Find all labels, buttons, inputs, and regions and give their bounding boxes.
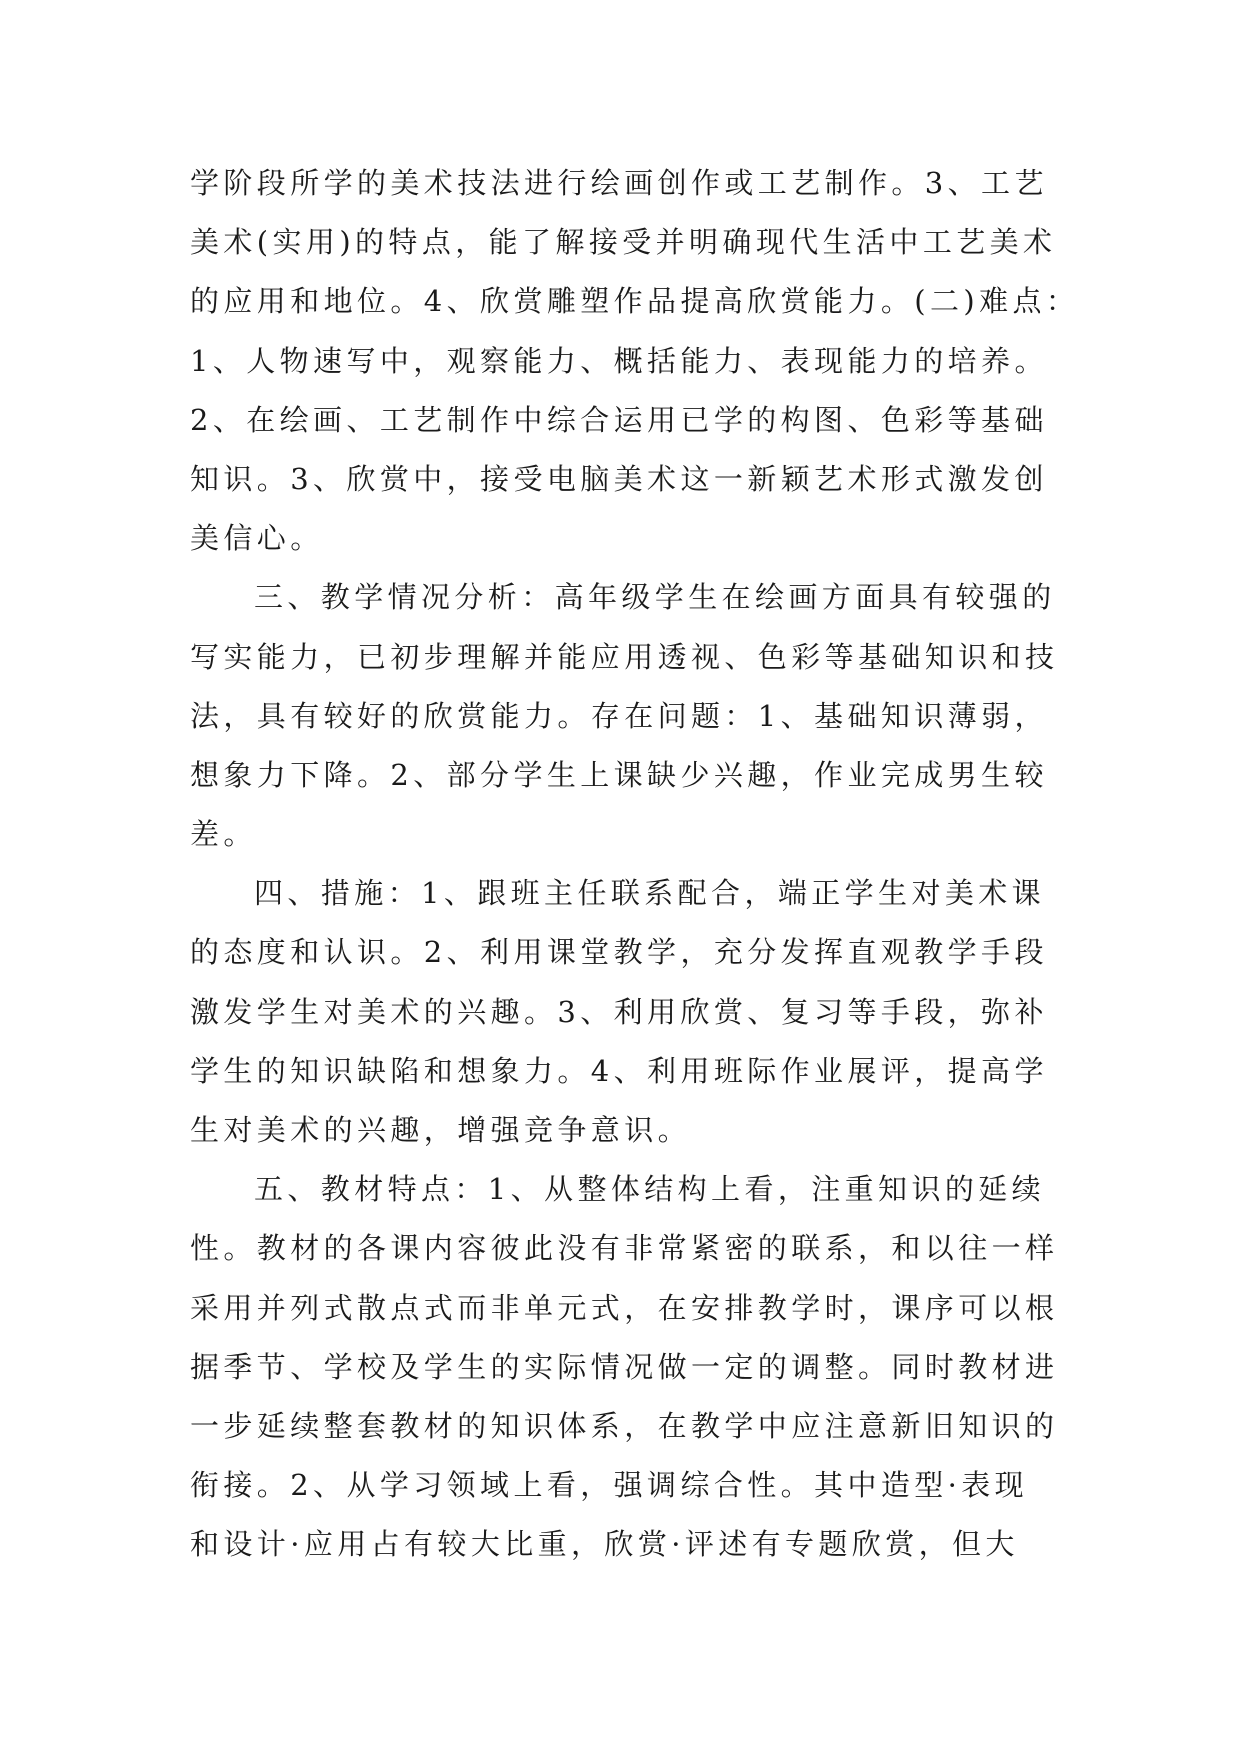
text-line: 的应用和地位。4、欣赏雕塑作品提高欣赏能力。(二)难点： (190, 284, 1080, 319)
text-line: 学阶段所学的美术技法进行绘画创作或工艺制作。3、工艺 (190, 166, 1048, 200)
text-line: 写实能力，已初步理解并能应用透视、色彩等基础知识和技 (190, 639, 1059, 674)
text-line: 学生的知识缺陷和想象力。4、利用班际作业展评，提高学 (190, 1053, 1048, 1088)
text-line: 激发学生对美术的兴趣。3、利用欣赏、复习等手段，弥补 (190, 994, 1048, 1029)
text-line: 知识。3、欣赏中，接受电脑美术这一新颖艺术形式激发创 (190, 461, 1048, 496)
text-line: 差。 (190, 817, 257, 852)
document-page (190, 154, 1080, 1575)
paragraph-heading-5: 五、教材特点：1、从整体结构上看，注重知识的延续 (254, 1172, 1046, 1207)
paragraph-heading-3: 三、教学情况分析：高年级学生在绘画方面具有较强的 (254, 580, 1056, 615)
text-line: 的态度和认识。2、利用课堂教学，充分发挥直观教学手段 (190, 935, 1048, 970)
text-line: 衔接。2、从学习领域上看，强调综合性。其中造型·表现 (190, 1468, 1029, 1503)
text-line: 美信心。 (190, 521, 324, 556)
paragraph-heading-4: 四、措施：1、跟班主任联系配合，端正学生对美术课 (254, 876, 1046, 911)
text-line: 据季节、学校及学生的实际情况做一定的调整。同时教材进 (190, 1349, 1059, 1384)
text-line: 法，具有较好的欣赏能力。存在问题：1、基础知识薄弱， (190, 698, 1048, 733)
text-line: 和设计·应用占有较大比重，欣赏·评述有专题欣赏，但大 (190, 1527, 1019, 1562)
text-line: 生对美术的兴趣，增强竞争意识。 (190, 1113, 692, 1147)
text-line: 性。教材的各课内容彼此没有非常紧密的联系，和以往一样 (190, 1231, 1059, 1266)
text-line: 想象力下降。2、部分学生上课缺少兴趣，作业完成男生较 (190, 757, 1048, 792)
text-line: 美术(实用)的特点，能了解接受并明确现代生活中工艺美术 (190, 225, 1057, 260)
text-line: 2、在绘画、工艺制作中综合运用已学的构图、色彩等基础 (190, 402, 1048, 437)
text-line: 采用并列式散点式而非单元式，在安排教学时，课序可以根 (190, 1290, 1059, 1325)
text-line: 一步延续整套教材的知识体系，在教学中应注意新旧知识的 (190, 1408, 1059, 1443)
text-line: 1、人物速写中，观察能力、概括能力、表现能力的培养。 (190, 343, 1048, 378)
